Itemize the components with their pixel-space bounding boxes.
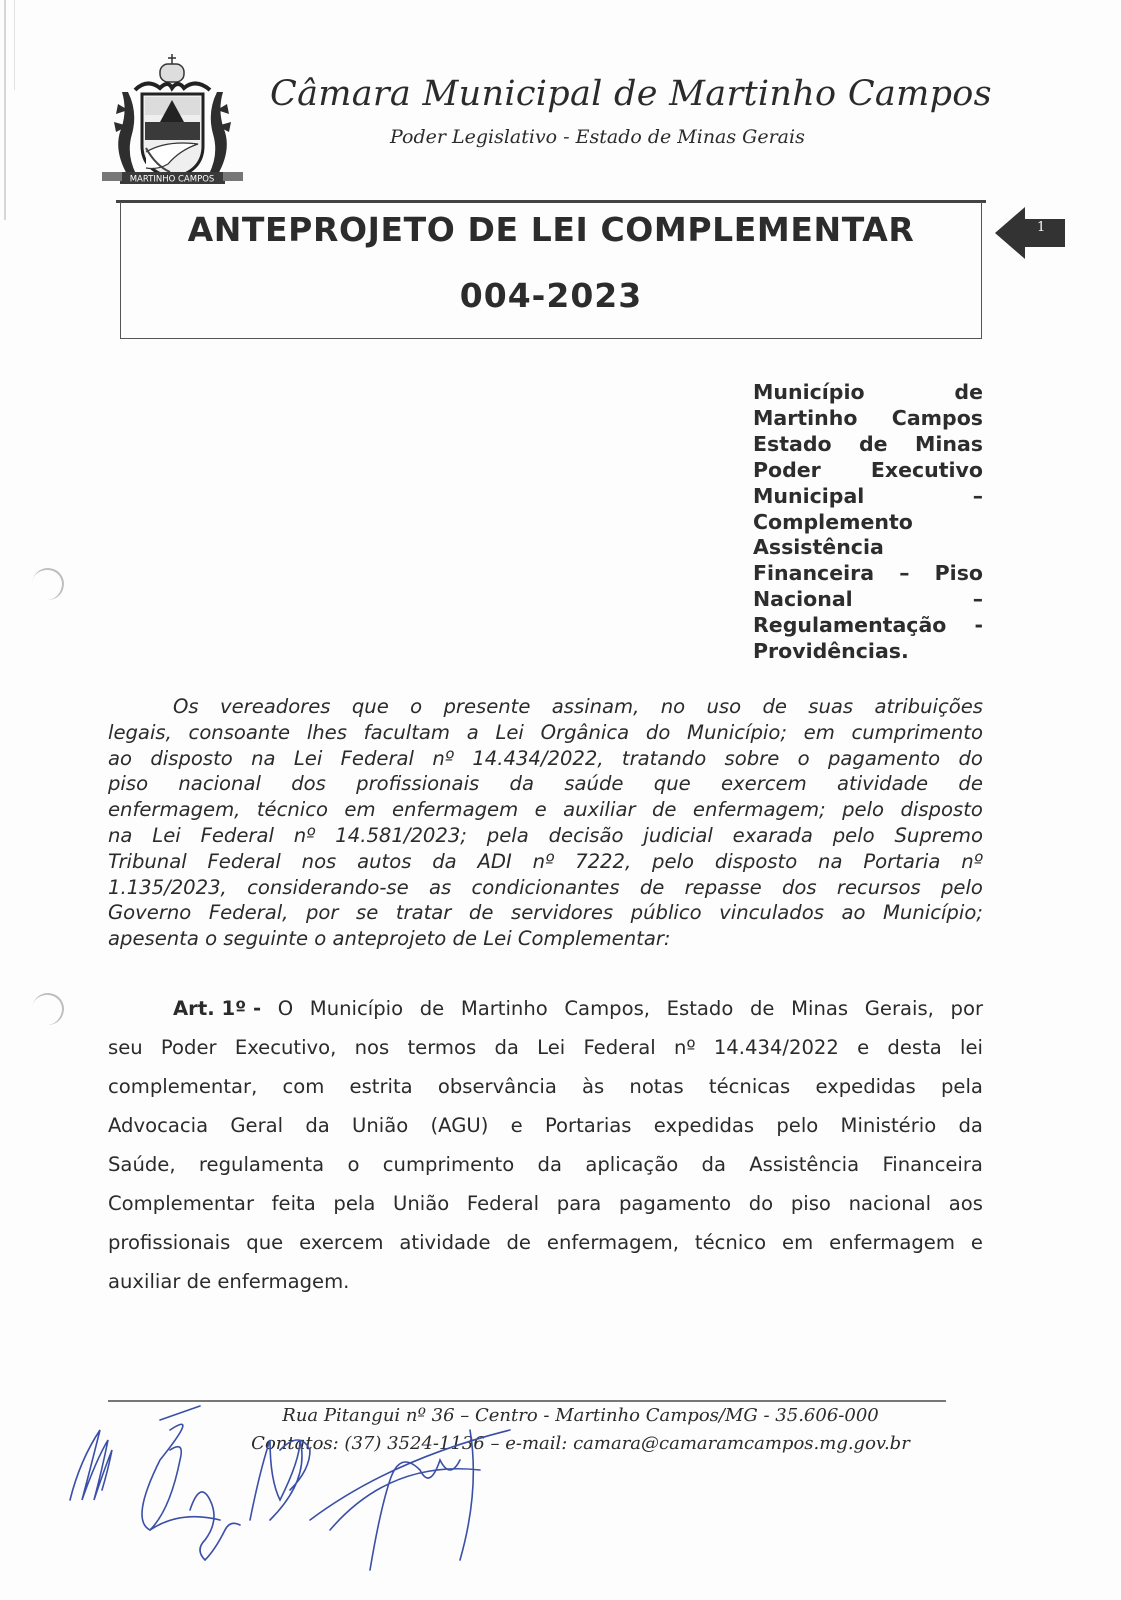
- word: complementar,: [108, 1075, 258, 1098]
- word: público: [630, 901, 702, 925]
- word: considerando-se: [247, 875, 409, 899]
- word: de: [419, 997, 445, 1020]
- paragraph-line: [108, 989, 983, 1028]
- word: atividade: [399, 1231, 491, 1254]
- document-title: ANTEPROJETO DE LEI COMPLEMENTAR: [187, 210, 915, 249]
- word: pelo: [776, 1114, 819, 1137]
- word: exercem: [721, 772, 807, 796]
- word: autos: [357, 849, 412, 873]
- word: da: [494, 1036, 519, 1059]
- word: e: [970, 1231, 983, 1254]
- word: Governo: [108, 901, 192, 925]
- word: as: [428, 875, 452, 899]
- ementa-word: Poder: [753, 457, 821, 482]
- paragraph-line: [108, 849, 983, 875]
- word: cumprimento: [851, 720, 983, 744]
- ementa-line: [753, 535, 983, 561]
- line-text: auxiliar de enfermagem.: [108, 1270, 350, 1293]
- word: de: [958, 772, 983, 796]
- word: Federal: [583, 1036, 656, 1059]
- word: da: [701, 1153, 726, 1176]
- word: presente: [443, 695, 531, 718]
- ementa-line: [753, 432, 983, 458]
- word: que: [653, 772, 691, 796]
- ementa-word: Piso: [934, 561, 983, 586]
- paragraph-line: [108, 1262, 983, 1301]
- word: o: [347, 1153, 360, 1176]
- ementa-word: –: [972, 587, 983, 612]
- ementa-word: Financeira: [753, 561, 875, 586]
- word: cumprimento: [382, 1153, 515, 1176]
- punch-hole-mark: [29, 990, 66, 1027]
- left-arrow-icon: [993, 205, 1065, 261]
- word: e: [534, 798, 547, 822]
- word: Estado: [666, 997, 734, 1020]
- paragraph-line: [108, 720, 983, 746]
- paragraph-line: [108, 771, 983, 797]
- ementa-line: [753, 613, 983, 639]
- word: de: [506, 1231, 531, 1254]
- word: termos: [407, 1036, 477, 1059]
- word: dos: [781, 875, 817, 899]
- ementa-summary: [753, 380, 983, 665]
- word: União: [393, 1192, 450, 1215]
- word: aos: [948, 1192, 983, 1215]
- word: Município: [309, 997, 404, 1020]
- word: Federal: [207, 849, 281, 873]
- paragraph-line: [108, 694, 983, 720]
- word: por: [950, 997, 983, 1020]
- word: Geral: [230, 1114, 284, 1137]
- word: com: [282, 1075, 325, 1098]
- word: em: [782, 1231, 814, 1254]
- ementa-line: [753, 510, 983, 536]
- word: nº: [293, 823, 316, 847]
- word: exercem: [299, 1231, 384, 1254]
- word: enfermagem;: [692, 798, 826, 822]
- word: o: [410, 695, 423, 718]
- word: Tribunal: [108, 849, 187, 873]
- word: Lei: [293, 746, 323, 770]
- word: pelo: [652, 849, 694, 873]
- word: expedidas: [653, 1114, 755, 1137]
- word: assinam,: [551, 695, 640, 718]
- ementa-word: Municipal: [753, 483, 865, 508]
- word: (AGU): [430, 1114, 489, 1137]
- word: Ministério: [840, 1114, 937, 1137]
- article-label: Art. 1º -: [173, 997, 262, 1020]
- word: Orgânica: [540, 720, 630, 744]
- paragraph-line: [108, 1145, 983, 1184]
- ementa-word: Executivo: [870, 457, 983, 482]
- word: feita: [271, 1192, 316, 1215]
- word: técnicas: [708, 1075, 791, 1098]
- word: ao: [841, 901, 866, 925]
- ementa-word: Município: [753, 380, 865, 404]
- word: no: [660, 695, 686, 718]
- word: 14.581/2023;: [335, 823, 467, 847]
- word: Minas: [791, 997, 849, 1020]
- word: disposto: [714, 849, 798, 873]
- ementa-word: -: [974, 613, 983, 638]
- word: seu: [108, 1036, 143, 1059]
- ementa-word: Regulamentação: [753, 613, 947, 638]
- paragraph-line: [108, 823, 983, 849]
- word: lhes: [306, 720, 347, 744]
- word: ADI: [477, 849, 512, 873]
- word: sobre: [724, 746, 780, 770]
- word: 7222,: [575, 849, 632, 873]
- ementa-line: [753, 458, 983, 484]
- word: em: [803, 720, 835, 744]
- word: servidores: [510, 901, 614, 925]
- page-number: 1: [1037, 220, 1046, 235]
- word: expedidas: [815, 1075, 916, 1098]
- paragraph-line: [108, 875, 983, 901]
- word: por: [305, 901, 339, 925]
- word: na: [818, 849, 843, 873]
- ementa-line: [753, 639, 983, 665]
- word: pela: [333, 1192, 376, 1215]
- footer-contacts: Contatos: (37) 3524-1136 – e-mail: camara@camaramcampos.mg.gov.br: [251, 1433, 910, 1454]
- ementa-word: Minas: [914, 431, 983, 456]
- word: lei: [960, 1036, 983, 1059]
- ementa-word: Providências.: [753, 639, 909, 664]
- word: nacional: [178, 772, 261, 796]
- word: atividade: [837, 772, 929, 796]
- word: Supremo: [894, 823, 983, 847]
- word: que: [351, 695, 389, 718]
- paragraph-line: [108, 1223, 983, 1262]
- word: e: [857, 1036, 870, 1059]
- word: Lei: [495, 720, 524, 744]
- word: disposto: [150, 746, 233, 770]
- word: enfermagem: [392, 798, 519, 822]
- ementa-word: Complemento: [753, 509, 913, 534]
- word: do: [645, 720, 671, 744]
- paragraph-line: [108, 926, 983, 952]
- word: da: [305, 1114, 330, 1137]
- word: suas: [808, 695, 854, 718]
- word: piso: [108, 772, 149, 796]
- word: pela: [940, 1075, 983, 1098]
- word: da: [509, 772, 534, 796]
- ementa-word: Campos: [891, 405, 983, 430]
- word: Lei: [537, 1036, 566, 1059]
- word: regulamenta: [198, 1153, 325, 1176]
- word: Federal: [466, 1192, 540, 1215]
- word: pela: [486, 823, 529, 847]
- paragraph-line: [108, 797, 983, 823]
- word: Portarias: [544, 1114, 632, 1137]
- word: Complementar: [108, 1192, 254, 1215]
- word: vereadores: [219, 695, 331, 718]
- word: que: [246, 1231, 284, 1254]
- ementa-line: [753, 587, 983, 613]
- word: vinculados: [719, 901, 824, 925]
- word: enfermagem: [829, 1231, 955, 1254]
- word: nos: [301, 849, 337, 873]
- word: da: [537, 1153, 562, 1176]
- word: enfermagem,: [108, 798, 241, 822]
- word: nº: [532, 849, 555, 873]
- word: auxiliar: [563, 798, 636, 822]
- word: pelo: [842, 798, 885, 822]
- word: 14.434/2022,: [472, 746, 604, 770]
- word: exarada: [732, 823, 813, 847]
- word: e: [510, 1114, 523, 1137]
- word: técnico: [694, 1231, 767, 1254]
- ementa-line: [753, 561, 983, 587]
- scan-page-edge: [14, 0, 15, 90]
- word: facultam: [363, 720, 450, 744]
- word: profissionais: [108, 1231, 231, 1254]
- preamble-paragraph: [108, 694, 983, 952]
- paragraph-line: [108, 1184, 983, 1223]
- word: 14.434/2022: [713, 1036, 839, 1059]
- ementa-word: de: [858, 431, 888, 456]
- word: da: [958, 1114, 983, 1137]
- word: União: [352, 1114, 409, 1137]
- word: Lei: [152, 823, 181, 847]
- word: judicial: [643, 823, 713, 847]
- word: Federal: [340, 746, 414, 770]
- institution-subtitle: Poder Legislativo - Estado de Minas Gerais: [390, 126, 805, 148]
- word: de: [749, 997, 775, 1020]
- word: na: [108, 823, 133, 847]
- crest-banner-text: MARTINHO CAMPOS: [129, 174, 215, 185]
- word: nº: [432, 746, 454, 770]
- word: dos: [291, 772, 326, 796]
- word: a: [466, 720, 479, 744]
- word: pagamento: [827, 746, 941, 770]
- word: 1.135/2023,: [108, 875, 227, 899]
- word: Poder: [160, 1036, 217, 1059]
- ementa-line: [753, 406, 983, 432]
- word: saúde: [564, 772, 624, 796]
- word: condicionantes: [471, 875, 620, 899]
- paragraph-line: [108, 1106, 983, 1145]
- word: Federal: [200, 823, 274, 847]
- word: Federal,: [208, 901, 289, 925]
- word: do: [958, 746, 983, 770]
- word: Martinho: [460, 997, 548, 1020]
- paragraph-line: [108, 1067, 983, 1106]
- word: às: [582, 1075, 605, 1098]
- word: repasse: [684, 875, 762, 899]
- word: Portaria: [863, 849, 941, 873]
- word: para: [556, 1192, 602, 1215]
- word: nos: [354, 1036, 390, 1059]
- word: Os: [173, 695, 199, 718]
- footer-divider: [108, 1400, 946, 1402]
- word: técnico: [256, 798, 328, 822]
- word: legais,: [108, 720, 172, 744]
- word: o: [797, 746, 810, 770]
- word: enfermagem,: [546, 1231, 679, 1254]
- word: ao: [108, 746, 132, 770]
- word: Município;: [883, 901, 983, 925]
- word: nacional: [848, 1192, 932, 1215]
- word: decisão: [548, 823, 624, 847]
- ementa-word: –: [899, 561, 910, 586]
- word: Assistência: [749, 1153, 860, 1176]
- word: pagamento: [618, 1192, 732, 1215]
- word: Campos,: [564, 997, 651, 1020]
- ementa-word: de: [954, 380, 983, 404]
- word: O: [277, 997, 294, 1020]
- word: profissionais: [356, 772, 480, 796]
- punch-hole-mark: [29, 565, 66, 602]
- paragraph-line: [108, 746, 983, 772]
- ementa-line: [753, 380, 983, 406]
- word: pelo: [832, 823, 875, 847]
- word: tratar: [395, 901, 452, 925]
- word: se: [356, 901, 379, 925]
- word: Executivo,: [234, 1036, 337, 1059]
- word: atribuições: [874, 695, 983, 718]
- word: na: [251, 746, 276, 770]
- footer-address: Rua Pitangui nº 36 – Centro - Martinho Campos/MG - 35.606-000: [282, 1405, 879, 1426]
- line-text: apesenta o seguinte o anteprojeto de Lei Complementar:: [108, 927, 671, 951]
- ementa-word: Assistência: [753, 535, 884, 560]
- word: nº: [961, 849, 983, 873]
- word: aplicação: [585, 1153, 679, 1176]
- signature-3: [150, 1492, 240, 1560]
- word: do: [748, 1192, 774, 1215]
- ementa-word: Nacional: [753, 587, 853, 612]
- word: de: [651, 798, 677, 822]
- word: pelo: [940, 875, 983, 899]
- word: tratando: [621, 746, 707, 770]
- word: notas: [629, 1075, 684, 1098]
- word: piso: [790, 1192, 831, 1215]
- word: Município;: [687, 720, 787, 744]
- word: recursos: [836, 875, 921, 899]
- ementa-word: –: [972, 483, 983, 508]
- ementa-word: Martinho: [753, 405, 858, 430]
- institution-name: Câmara Municipal de Martinho Campos: [270, 74, 992, 114]
- document-title-box: [120, 202, 982, 339]
- word: nº: [673, 1036, 696, 1059]
- paragraph-line: [108, 1028, 983, 1067]
- word: uso: [706, 695, 742, 718]
- municipal-crest-icon: [100, 52, 245, 190]
- word: Saúde,: [108, 1153, 176, 1176]
- ementa-word: Estado: [753, 431, 832, 456]
- scan-page-edge: [4, 0, 6, 220]
- word: Gerais,: [864, 997, 934, 1020]
- word: Financeira: [882, 1153, 983, 1176]
- word: desta: [887, 1036, 942, 1059]
- word: de: [762, 695, 787, 718]
- word: estrita: [349, 1075, 413, 1098]
- article-1-paragraph: [108, 989, 983, 1301]
- word: de: [639, 875, 665, 899]
- document-number: 004-2023: [459, 276, 643, 315]
- word: observância: [437, 1075, 557, 1098]
- paragraph-line: [108, 900, 983, 926]
- word: disposto: [900, 798, 983, 822]
- word: consoante: [188, 720, 291, 744]
- word: Advocacia: [108, 1114, 209, 1137]
- word: de: [468, 901, 494, 925]
- ementa-line: [753, 484, 983, 510]
- word: em: [344, 798, 376, 822]
- word: da: [432, 849, 457, 873]
- page-number-tab: [993, 205, 1065, 261]
